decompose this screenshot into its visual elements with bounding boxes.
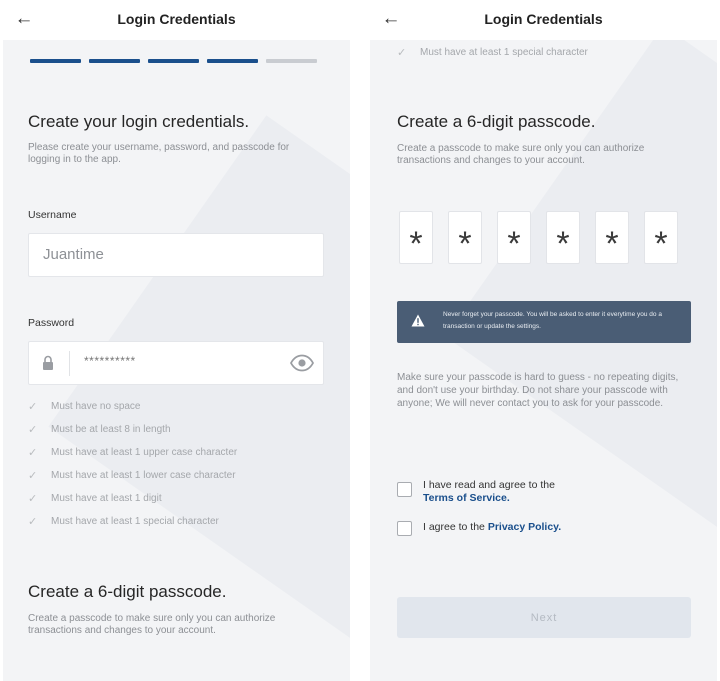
passcode-input[interactable] xyxy=(399,211,678,264)
check-icon: ✓ xyxy=(28,493,38,505)
passcode-subtext: Create a passcode to make sure only you can authorize transactions and changes to your account. xyxy=(28,613,276,636)
warning-text: Never forget your passcode. You will be asked to enter it everytime you do a transaction or update the settings. xyxy=(443,311,662,330)
terms-checkbox[interactable] xyxy=(397,482,412,497)
progress-step xyxy=(207,59,258,63)
eye-icon[interactable] xyxy=(290,354,314,372)
check-icon: ✓ xyxy=(28,516,38,528)
app-header xyxy=(0,0,353,40)
pin-digit-box[interactable]: * xyxy=(497,211,531,264)
password-value: ********** xyxy=(84,354,136,368)
passcode-heading: Create a 6-digit passcode. xyxy=(397,112,596,131)
privacy-label: I agree to the xyxy=(423,521,485,533)
section-subtext: Please create your username, password, and passcode for logging in to the app. xyxy=(28,142,290,165)
progress-step xyxy=(89,59,140,63)
list-item: ✓ Must have at least 1 special character xyxy=(28,516,219,528)
app-header xyxy=(367,0,720,40)
username-label: Username xyxy=(28,209,77,221)
terms-of-service-link[interactable]: Terms of Service. xyxy=(423,492,510,504)
passcode-guidance: Make sure your passcode is hard to guess - no repeating digits, and don't use your birthday. Do not share your passcode with anyone; We will never contact you to ask for your passcode. xyxy=(397,372,679,409)
passcode-subtext: Create a passcode to make sure only you can authorize transactions and changes to your account. xyxy=(397,143,645,166)
password-label: Password xyxy=(28,317,75,329)
username-value: Juantime xyxy=(43,246,104,263)
passcode-heading: Create a 6-digit passcode. xyxy=(28,582,227,601)
list-item: ✓ Must have at least 1 lower case character xyxy=(28,470,236,482)
privacy-agreement xyxy=(397,518,561,536)
privacy-policy-link[interactable]: Privacy Policy. xyxy=(487,521,562,533)
pin-digit-box[interactable]: * xyxy=(595,211,629,264)
progress-step xyxy=(266,59,317,63)
list-item: ✓ Must have no space xyxy=(28,401,141,413)
check-icon: ✓ xyxy=(397,47,407,59)
next-button[interactable]: Next xyxy=(397,597,691,638)
arrow-left-icon[interactable]: ← xyxy=(381,8,401,29)
list-item: ✓ Must have at least 1 special character xyxy=(397,47,588,59)
lock-icon xyxy=(42,355,54,371)
pin-digit-box[interactable]: * xyxy=(644,211,678,264)
list-item: ✓ Must have at least 1 upper case character xyxy=(28,447,238,459)
progress-step xyxy=(30,59,81,63)
step-progress xyxy=(30,59,317,63)
check-icon: ✓ xyxy=(28,470,38,482)
page-title: Login Credentials xyxy=(484,11,603,27)
warning-icon xyxy=(411,314,425,327)
screen-login-credentials-step xyxy=(0,0,353,681)
list-item: ✓ Must have at least 1 digit xyxy=(28,493,162,505)
page-title: Login Credentials xyxy=(117,11,236,27)
arrow-left-icon[interactable]: ← xyxy=(14,8,34,29)
progress-step xyxy=(148,59,199,63)
password-field[interactable] xyxy=(28,341,324,385)
privacy-checkbox[interactable] xyxy=(397,521,412,536)
list-item: ✓ Must be at least 8 in length xyxy=(28,424,171,436)
check-icon: ✓ xyxy=(28,447,38,459)
form-body xyxy=(370,40,717,681)
username-field[interactable] xyxy=(28,233,324,277)
field-divider xyxy=(69,351,70,376)
password-requirements xyxy=(28,395,237,533)
check-icon: ✓ xyxy=(28,424,38,436)
form-body xyxy=(3,40,350,681)
screen-passcode-step xyxy=(367,0,720,681)
pin-digit-box[interactable]: * xyxy=(546,211,580,264)
terms-agreement xyxy=(397,479,555,505)
section-heading: Create your login credentials. xyxy=(28,112,250,131)
pin-digit-box[interactable]: * xyxy=(448,211,482,264)
passcode-warning-banner xyxy=(397,301,691,343)
terms-label: I have read and agree to the xyxy=(423,479,555,491)
pin-digit-box[interactable]: * xyxy=(399,211,433,264)
check-icon: ✓ xyxy=(28,401,38,413)
